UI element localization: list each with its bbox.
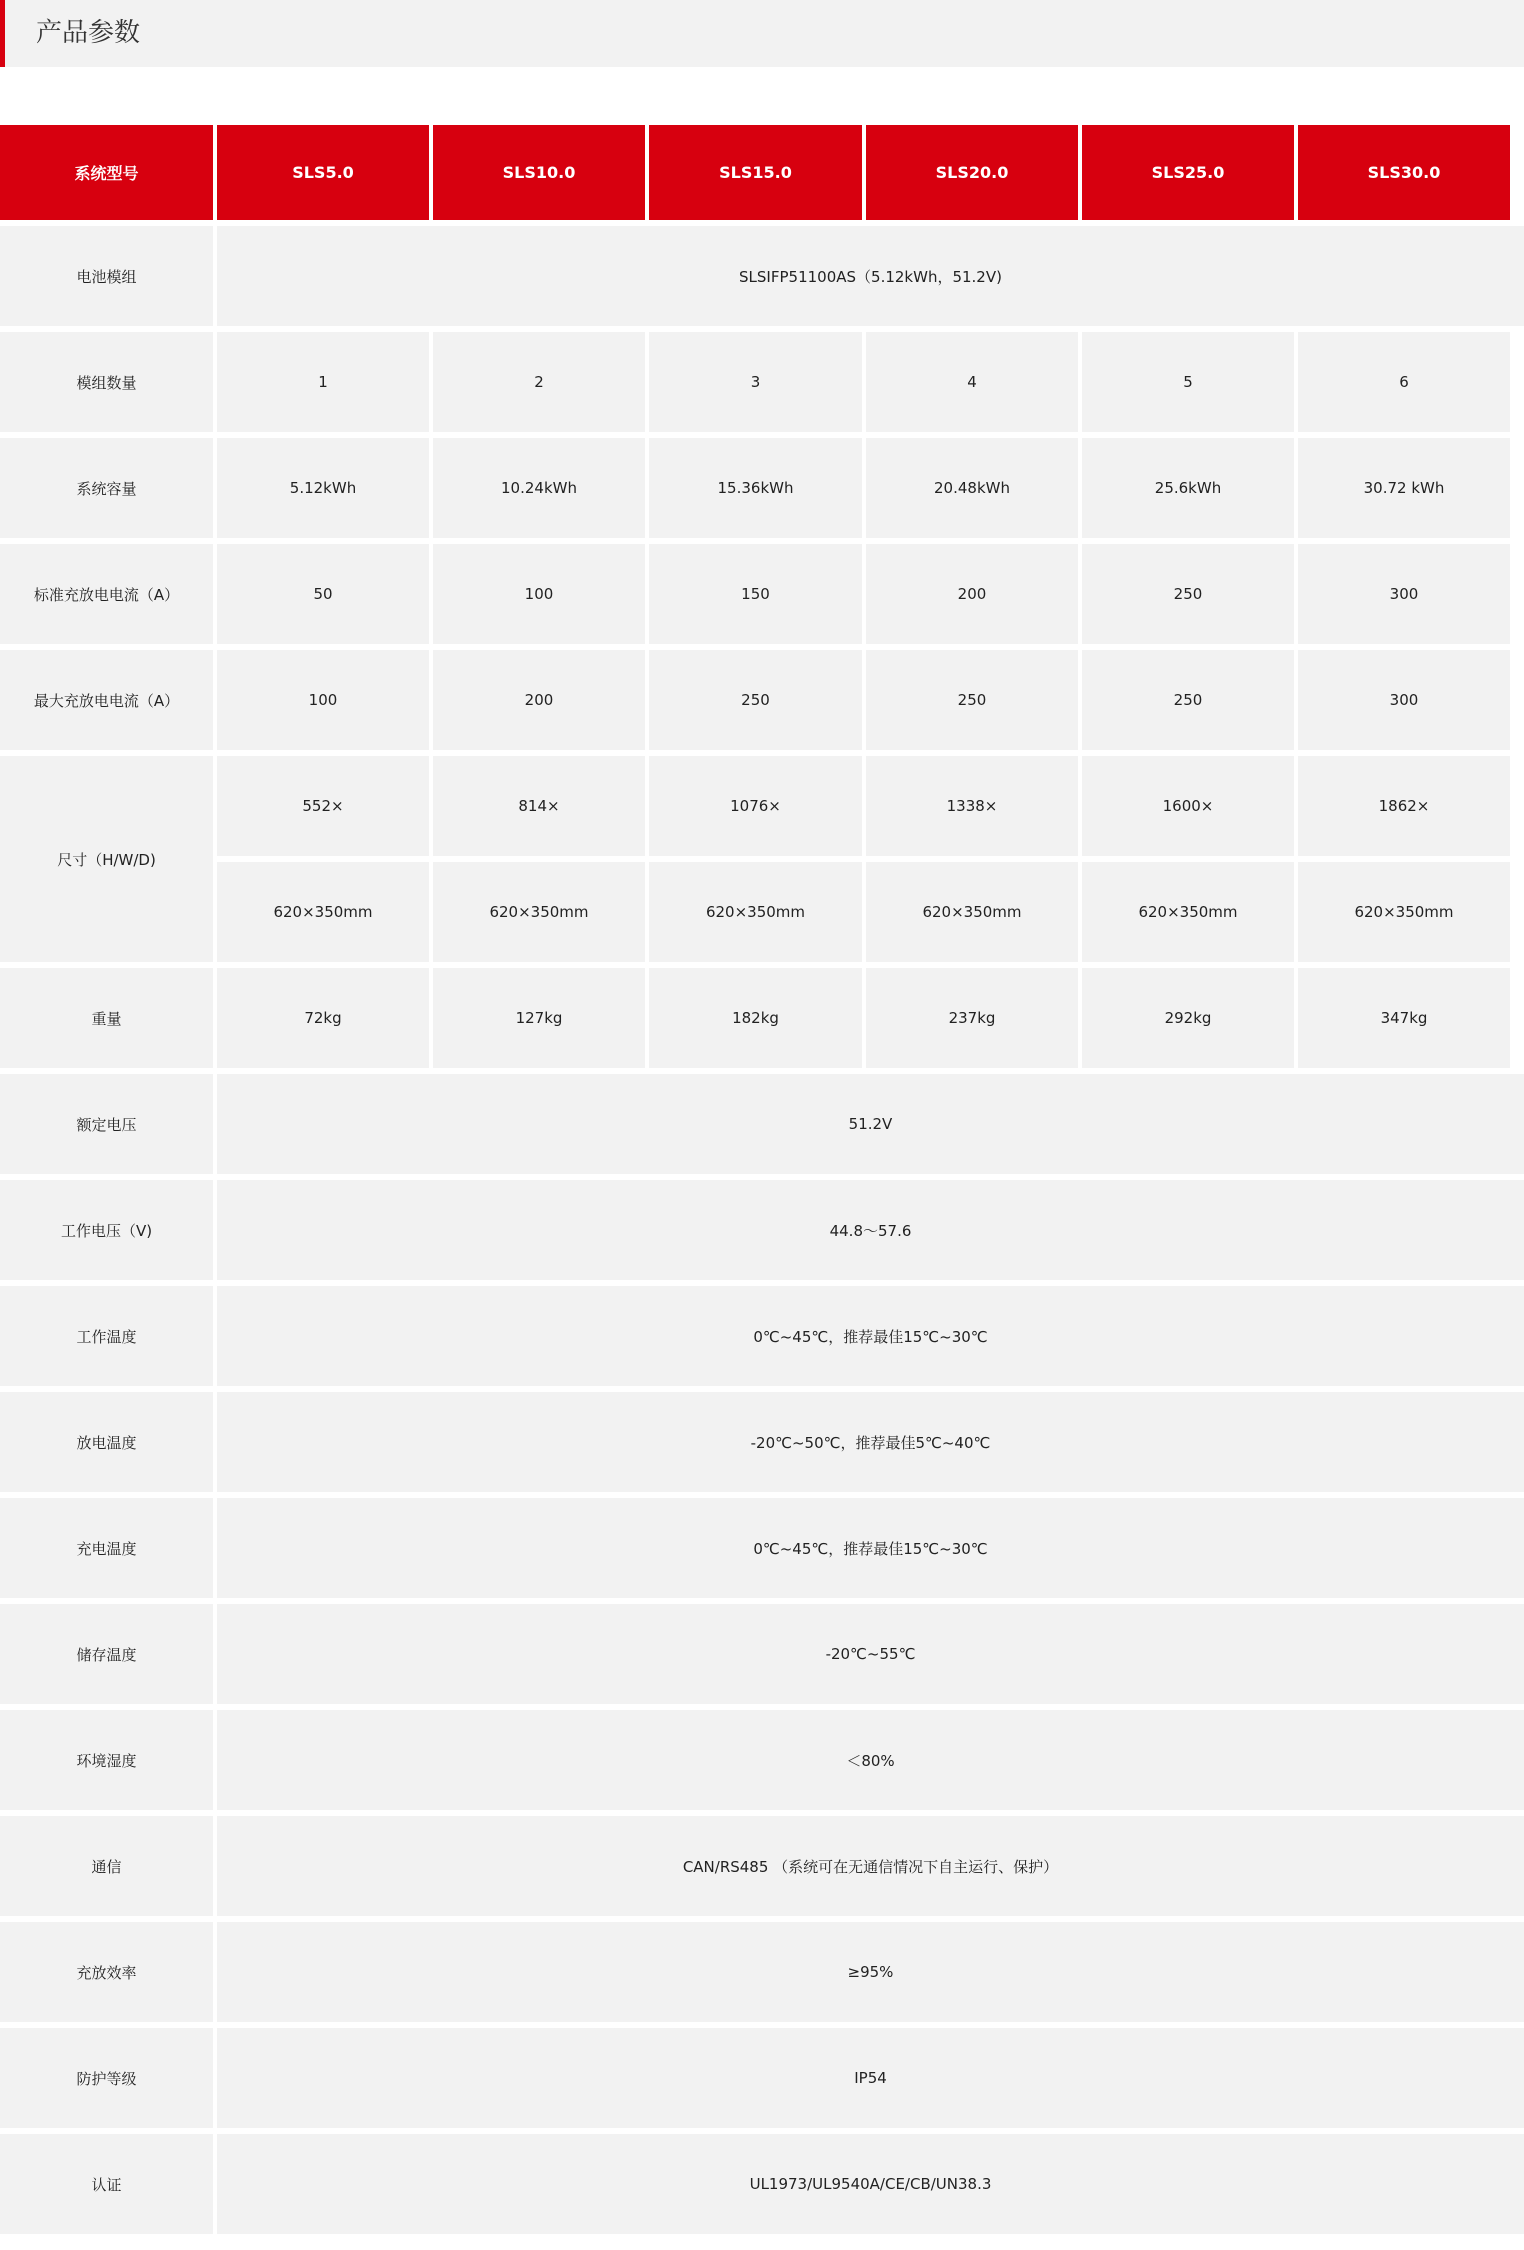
row-value-cell: 620×350mm [649,862,862,962]
row-value-span: 0℃~45℃，推荐最佳15℃~30℃ [217,1286,1524,1386]
row-label: 认证 [0,2134,213,2234]
row-value-span: SLSIFP51100AS（5.12kWh，51.2V) [217,226,1524,326]
row-label: 工作温度 [0,1286,213,1386]
row-value-cell: 100 [433,544,645,644]
header-cell-model: SLS30.0 [1298,125,1510,220]
header-cell-model: SLS25.0 [1082,125,1294,220]
row-value-span: IP54 [217,2028,1524,2128]
row-value-cell: 10.24kWh [433,438,645,538]
row-value-cell: 15.36kWh [649,438,862,538]
row-value-span: -20℃~55℃ [217,1604,1524,1704]
row-value-cell: 3 [649,332,862,432]
row-value-span: ＜80% [217,1710,1524,1810]
row-value-span: 51.2V [217,1074,1524,1174]
section-header [0,0,1524,67]
row-label: 系统容量 [0,438,213,538]
row-value-span: CAN/RS485 （系统可在无通信情况下自主运行、保护） [217,1816,1524,1916]
row-label: 标准充放电电流（A） [0,544,213,644]
row-label: 储存温度 [0,1604,213,1704]
row-value-cell: 127kg [433,968,645,1068]
row-value-cell: 5 [1082,332,1294,432]
row-value-span: -20℃~50℃，推荐最佳5℃~40℃ [217,1392,1524,1492]
header-cell-label: 系统型号 [0,125,213,220]
row-value-cell: 72kg [217,968,429,1068]
row-value-cell: 50 [217,544,429,644]
row-label: 环境湿度 [0,1710,213,1810]
header-cell-model: SLS20.0 [866,125,1078,220]
row-label: 防护等级 [0,2028,213,2128]
spec-table [0,120,1524,2250]
row-label: 重量 [0,968,213,1068]
row-value-cell: 620×350mm [433,862,645,962]
row-value-cell: 300 [1298,544,1510,644]
header-cell-model: SLS10.0 [433,125,645,220]
row-value-span: 44.8～57.6 [217,1180,1524,1280]
row-value-cell: 552× [217,756,429,856]
header-cell-model: SLS5.0 [217,125,429,220]
row-value-cell: 30.72 kWh [1298,438,1510,538]
row-value-cell: 250 [1082,544,1294,644]
row-label: 工作电压（V) [0,1180,213,1280]
row-value-cell: 620×350mm [866,862,1078,962]
row-value-cell: 4 [866,332,1078,432]
row-value-cell: 250 [866,650,1078,750]
row-label: 尺寸（H/W/D) [0,756,213,962]
row-label: 电池模组 [0,226,213,326]
row-value-cell: 300 [1298,650,1510,750]
row-value-cell: 814× [433,756,645,856]
row-value-cell: 20.48kWh [866,438,1078,538]
row-value-cell: 100 [217,650,429,750]
row-label: 额定电压 [0,1074,213,1174]
row-value-cell: 1862× [1298,756,1510,856]
row-label: 通信 [0,1816,213,1916]
row-label: 放电温度 [0,1392,213,1492]
row-value-cell: 5.12kWh [217,438,429,538]
row-value-span: 0℃~45℃，推荐最佳15℃~30℃ [217,1498,1524,1598]
row-value-cell: 250 [649,650,862,750]
row-value-cell: 6 [1298,332,1510,432]
row-value-cell: 200 [866,544,1078,644]
row-value-cell: 182kg [649,968,862,1068]
row-value-cell: 1 [217,332,429,432]
row-value-cell: 200 [433,650,645,750]
row-value-cell: 620×350mm [1298,862,1510,962]
row-value-cell: 250 [1082,650,1294,750]
row-value-cell: 237kg [866,968,1078,1068]
header-cell-model: SLS15.0 [649,125,862,220]
row-value-cell: 347kg [1298,968,1510,1068]
row-value-span: UL1973/UL9540A/CE/CB/UN38.3 [217,2134,1524,2234]
row-value-cell: 292kg [1082,968,1294,1068]
section-accent-bar [0,0,5,67]
row-value-cell: 1076× [649,756,862,856]
row-value-cell: 150 [649,544,862,644]
row-value-cell: 1338× [866,756,1078,856]
row-label: 充电温度 [0,1498,213,1598]
row-label: 最大充放电电流（A） [0,650,213,750]
row-value-cell: 2 [433,332,645,432]
row-value-cell: 1600× [1082,756,1294,856]
row-value-cell: 25.6kWh [1082,438,1294,538]
row-label: 模组数量 [0,332,213,432]
row-value-cell: 620×350mm [217,862,429,962]
row-value-cell: 620×350mm [1082,862,1294,962]
row-value-span: ≥95% [217,1922,1524,2022]
section-title: 产品参数 [36,18,141,48]
row-label: 充放效率 [0,1922,213,2022]
